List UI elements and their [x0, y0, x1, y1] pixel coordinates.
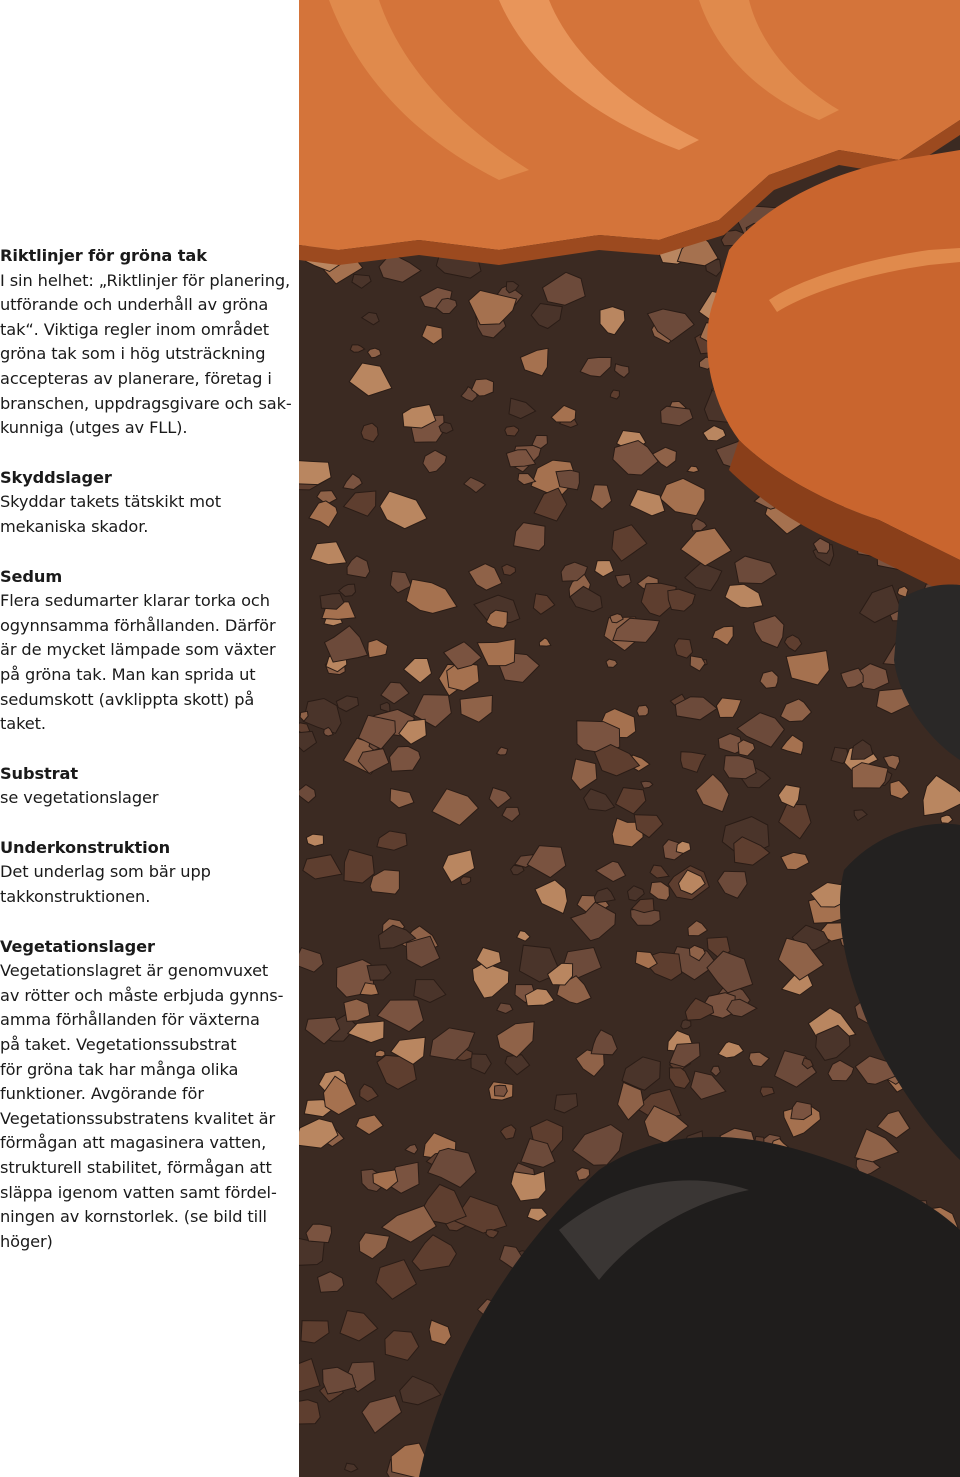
- section-substrat: [0, 762, 292, 811]
- gravel-stone: [556, 470, 579, 490]
- section-skyddslager: [0, 466, 292, 540]
- gravel-stone: [361, 423, 378, 442]
- gravel-photo-illustration: [299, 0, 960, 1477]
- section-vegetationslager: [0, 935, 292, 1255]
- section-body: I sin helhet: „Riktlinjer för planering, utförande och underhåll av gröna tak“. Viktiga regler inom området gröna tak som i hög utsträckning accepteras av planerare, företag i branschen, uppdragsgivare och sak- kunniga (utges av FLL).: [0, 270, 292, 438]
- gravel-stone: [299, 1400, 320, 1424]
- section-riktlinjer: [0, 244, 292, 441]
- gravel-stone: [724, 756, 757, 779]
- section-body: se vegetationslager: [0, 788, 159, 808]
- section-underkonstruktion: [0, 836, 292, 910]
- section-body: Flera sedumarter klarar torka och ogynnsamma förhållanden. Därför är de mycket lämpade som växter på gröna tak. Man kan sprida ut sedumskott (avklippta skott) på taket.: [0, 591, 276, 734]
- gravel-stone: [306, 834, 323, 846]
- section-heading: Riktlinjer för gröna tak: [0, 246, 207, 265]
- section-body: Skyddar takets tätskikt mot mekaniska skador.: [0, 492, 221, 536]
- text-column: [0, 244, 292, 1279]
- section-heading: Sedum: [0, 566, 63, 586]
- section-body: Vegetationslagret är genomvuxet av rötter och måste erbjuda gynns- amma förhållanden för växterna på taket. Vegetationssubstrat för gröna tak har många olika funktioner. Avgörande för Vegetationssubstratens kvalitet är förmågan att magasinera vatten, strukturell stabilitet, förmågan att släppa igenom vatten samt fördel- ningen av kornstorlek. (se bild till höger): [0, 961, 284, 1251]
- section-sedum: [0, 565, 292, 737]
- section-heading: Underkonstruktion: [0, 837, 171, 857]
- gravel-stone: [637, 705, 649, 716]
- gravel-stone: [674, 639, 692, 658]
- gravel-stone: [494, 1085, 507, 1096]
- section-heading: Vegetationslager: [0, 936, 155, 956]
- section-heading: Substrat: [0, 763, 78, 783]
- section-heading: Skyddslager: [0, 467, 112, 487]
- section-body: Det underlag som bär upp takkonstruktionen.: [0, 862, 211, 907]
- roof-substrate-photo: [299, 0, 960, 1477]
